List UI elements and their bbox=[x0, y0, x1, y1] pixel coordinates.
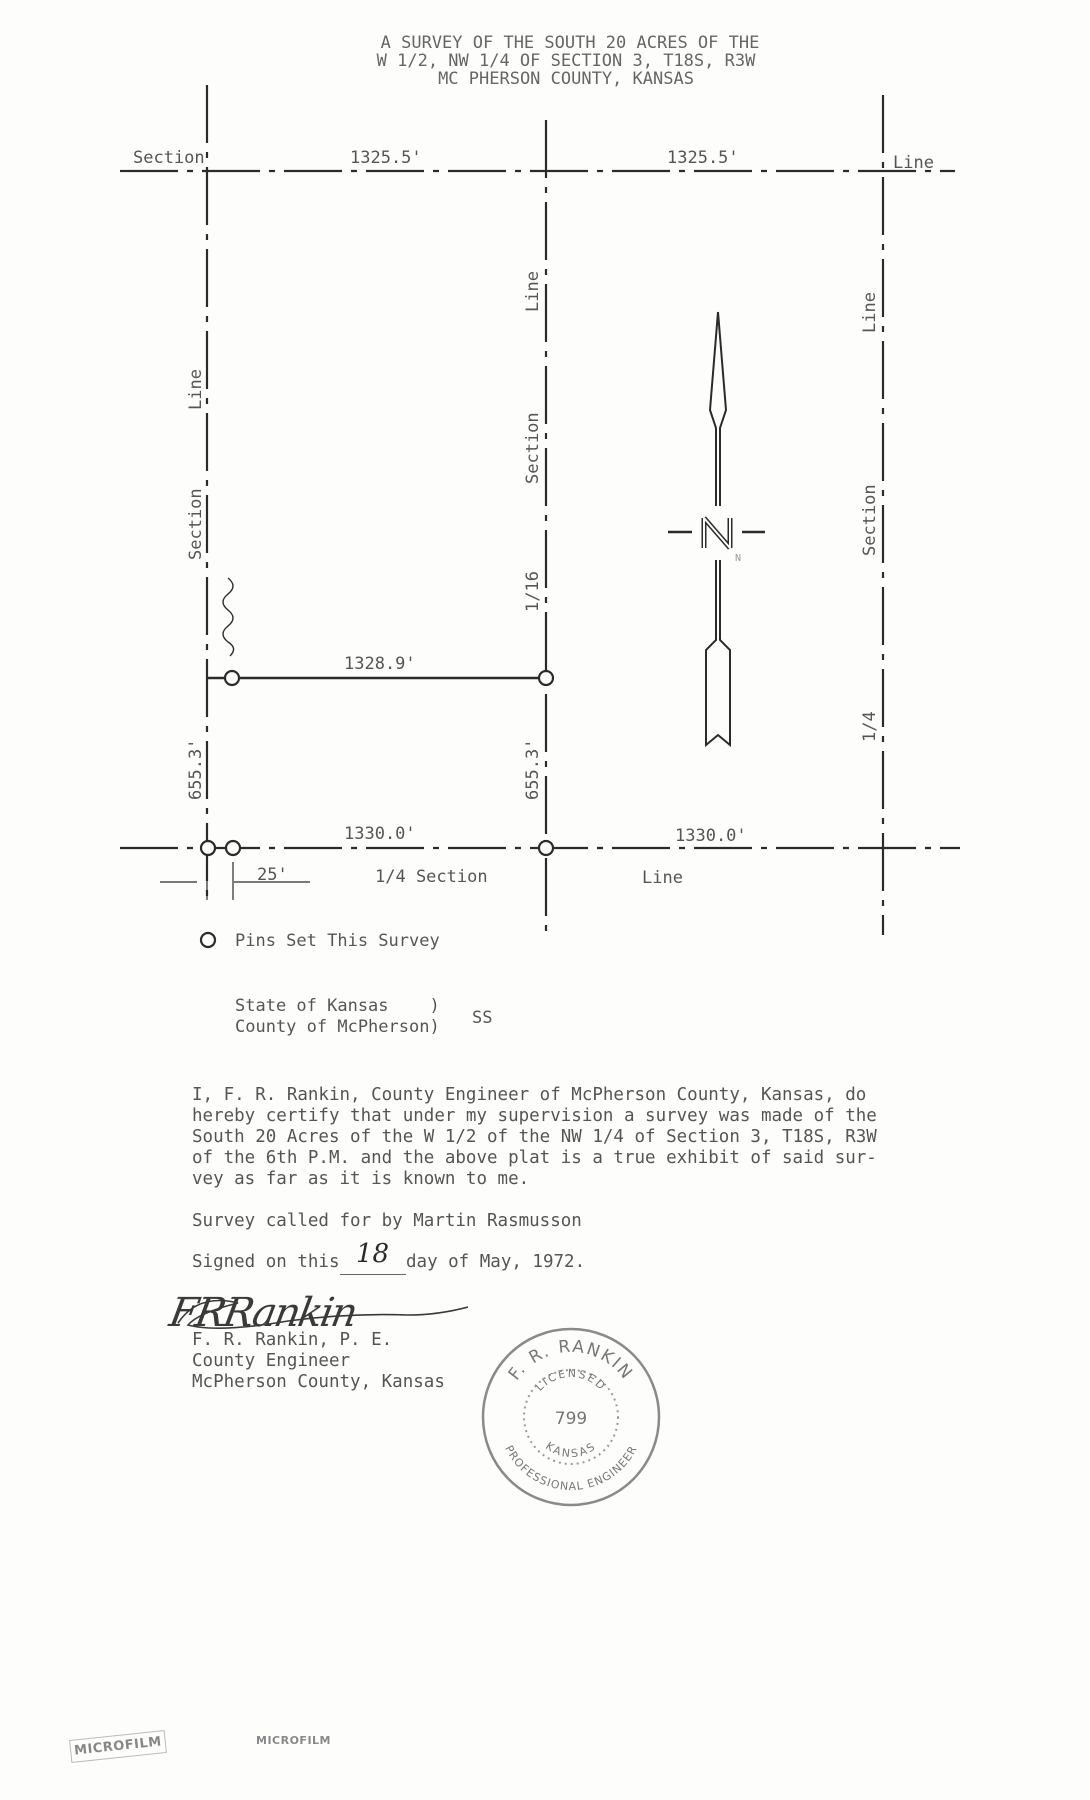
venue-county: County of McPherson) bbox=[235, 1017, 440, 1037]
microfilm-stamp-left: MICROFILM bbox=[69, 1730, 167, 1763]
signed-day: 18 bbox=[356, 1239, 390, 1269]
certificate-line3: South 20 Acres of the W 1/2 of the NW 1/4 of Section 3, T18S, R3W bbox=[192, 1127, 877, 1147]
day-underline bbox=[340, 1274, 406, 1275]
signer-title: County Engineer bbox=[192, 1351, 351, 1371]
certificate-line2: hereby certify that under my supervision a survey was made of the bbox=[192, 1106, 877, 1126]
top-left-section-label: Section bbox=[133, 148, 205, 168]
called-for-text: Survey called for by Martin Rasmusson bbox=[192, 1211, 582, 1231]
certificate-line1: I, F. R. Rankin, County Engineer of McPherson County, Kansas, do bbox=[192, 1085, 867, 1105]
bottom-label-left: 1/4 Section bbox=[375, 867, 488, 887]
svg-text:KANSAS bbox=[543, 1439, 599, 1460]
left-line-label-lower: Section bbox=[186, 488, 206, 560]
right-line-label-lower: 1/4 bbox=[860, 711, 880, 742]
top-dim-left: 1325.5' bbox=[350, 148, 422, 168]
left-side-dim: 655.3' bbox=[186, 738, 206, 800]
microfilm-stamp-right: MICROFILM bbox=[256, 1734, 331, 1747]
bottom-label-right: Line bbox=[642, 868, 683, 888]
survey-title-line3: MC PHERSON COUNTY, KANSAS bbox=[438, 69, 694, 89]
offset-dim: 25' bbox=[257, 865, 288, 885]
bottom-dim-right: 1330.0' bbox=[675, 826, 747, 846]
top-right-line-label: Line bbox=[893, 153, 934, 173]
right-line-label-upper: Line bbox=[860, 292, 880, 333]
pin-circle bbox=[539, 841, 553, 855]
certificate-line4: of the 6th P.M. and the above plat is a true exhibit of said sur- bbox=[192, 1148, 877, 1168]
north-letter: N bbox=[735, 553, 742, 564]
right-line-label-middle: Section bbox=[860, 484, 880, 556]
seal-licensed: LICENSED bbox=[532, 1366, 610, 1394]
signed-suffix: day of May, 1972. bbox=[406, 1252, 586, 1272]
pin-circle bbox=[226, 841, 240, 855]
signer-county: McPherson County, Kansas bbox=[192, 1372, 445, 1392]
survey-title-line2: W 1/2, NW 1/4 OF SECTION 3, T18S, R3W bbox=[376, 51, 756, 71]
engineer-seal bbox=[476, 1322, 666, 1512]
venue-state: State of Kansas ) bbox=[235, 996, 440, 1016]
survey-title-line1: A SURVEY OF THE SOUTH 20 ACRES OF THE bbox=[380, 33, 760, 53]
venue-ss: SS bbox=[472, 1008, 493, 1028]
top-dim-right: 1325.5' bbox=[667, 148, 739, 168]
middle-line-label-lower: 1/16 bbox=[523, 571, 543, 612]
seal-state: KANSAS bbox=[543, 1439, 599, 1461]
north-arrow bbox=[668, 312, 765, 745]
pin-circle bbox=[225, 671, 239, 685]
pin-circle bbox=[539, 671, 553, 685]
seal-name: F. R. RANKIN bbox=[504, 1336, 638, 1385]
middle-line-label-middle: Section bbox=[523, 412, 543, 484]
break-symbol bbox=[223, 578, 234, 656]
mid-dim: 1328.9' bbox=[344, 654, 416, 674]
middle-line-label-upper: Line bbox=[523, 271, 543, 312]
signed-prefix: Signed on this bbox=[192, 1252, 340, 1272]
left-line-label-upper: Line bbox=[186, 369, 206, 410]
middle-side-dim: 655.3' bbox=[523, 738, 543, 800]
pin-circle bbox=[201, 841, 215, 855]
certificate-line5: vey as far as it is known to me. bbox=[192, 1169, 530, 1189]
svg-text:LICENSED bbox=[533, 1367, 609, 1394]
bottom-dim-left: 1330.0' bbox=[344, 824, 416, 844]
signer-name: F. R. Rankin, P. E. bbox=[192, 1330, 393, 1350]
legend-pins-text: Pins Set This Survey bbox=[235, 931, 440, 951]
signature: FRRankin bbox=[165, 1290, 360, 1336]
seal-profession: PROFESSIONAL ENGINEER bbox=[502, 1443, 640, 1494]
seal-number: 799 bbox=[554, 1409, 588, 1429]
legend-pin-circle bbox=[201, 933, 215, 947]
